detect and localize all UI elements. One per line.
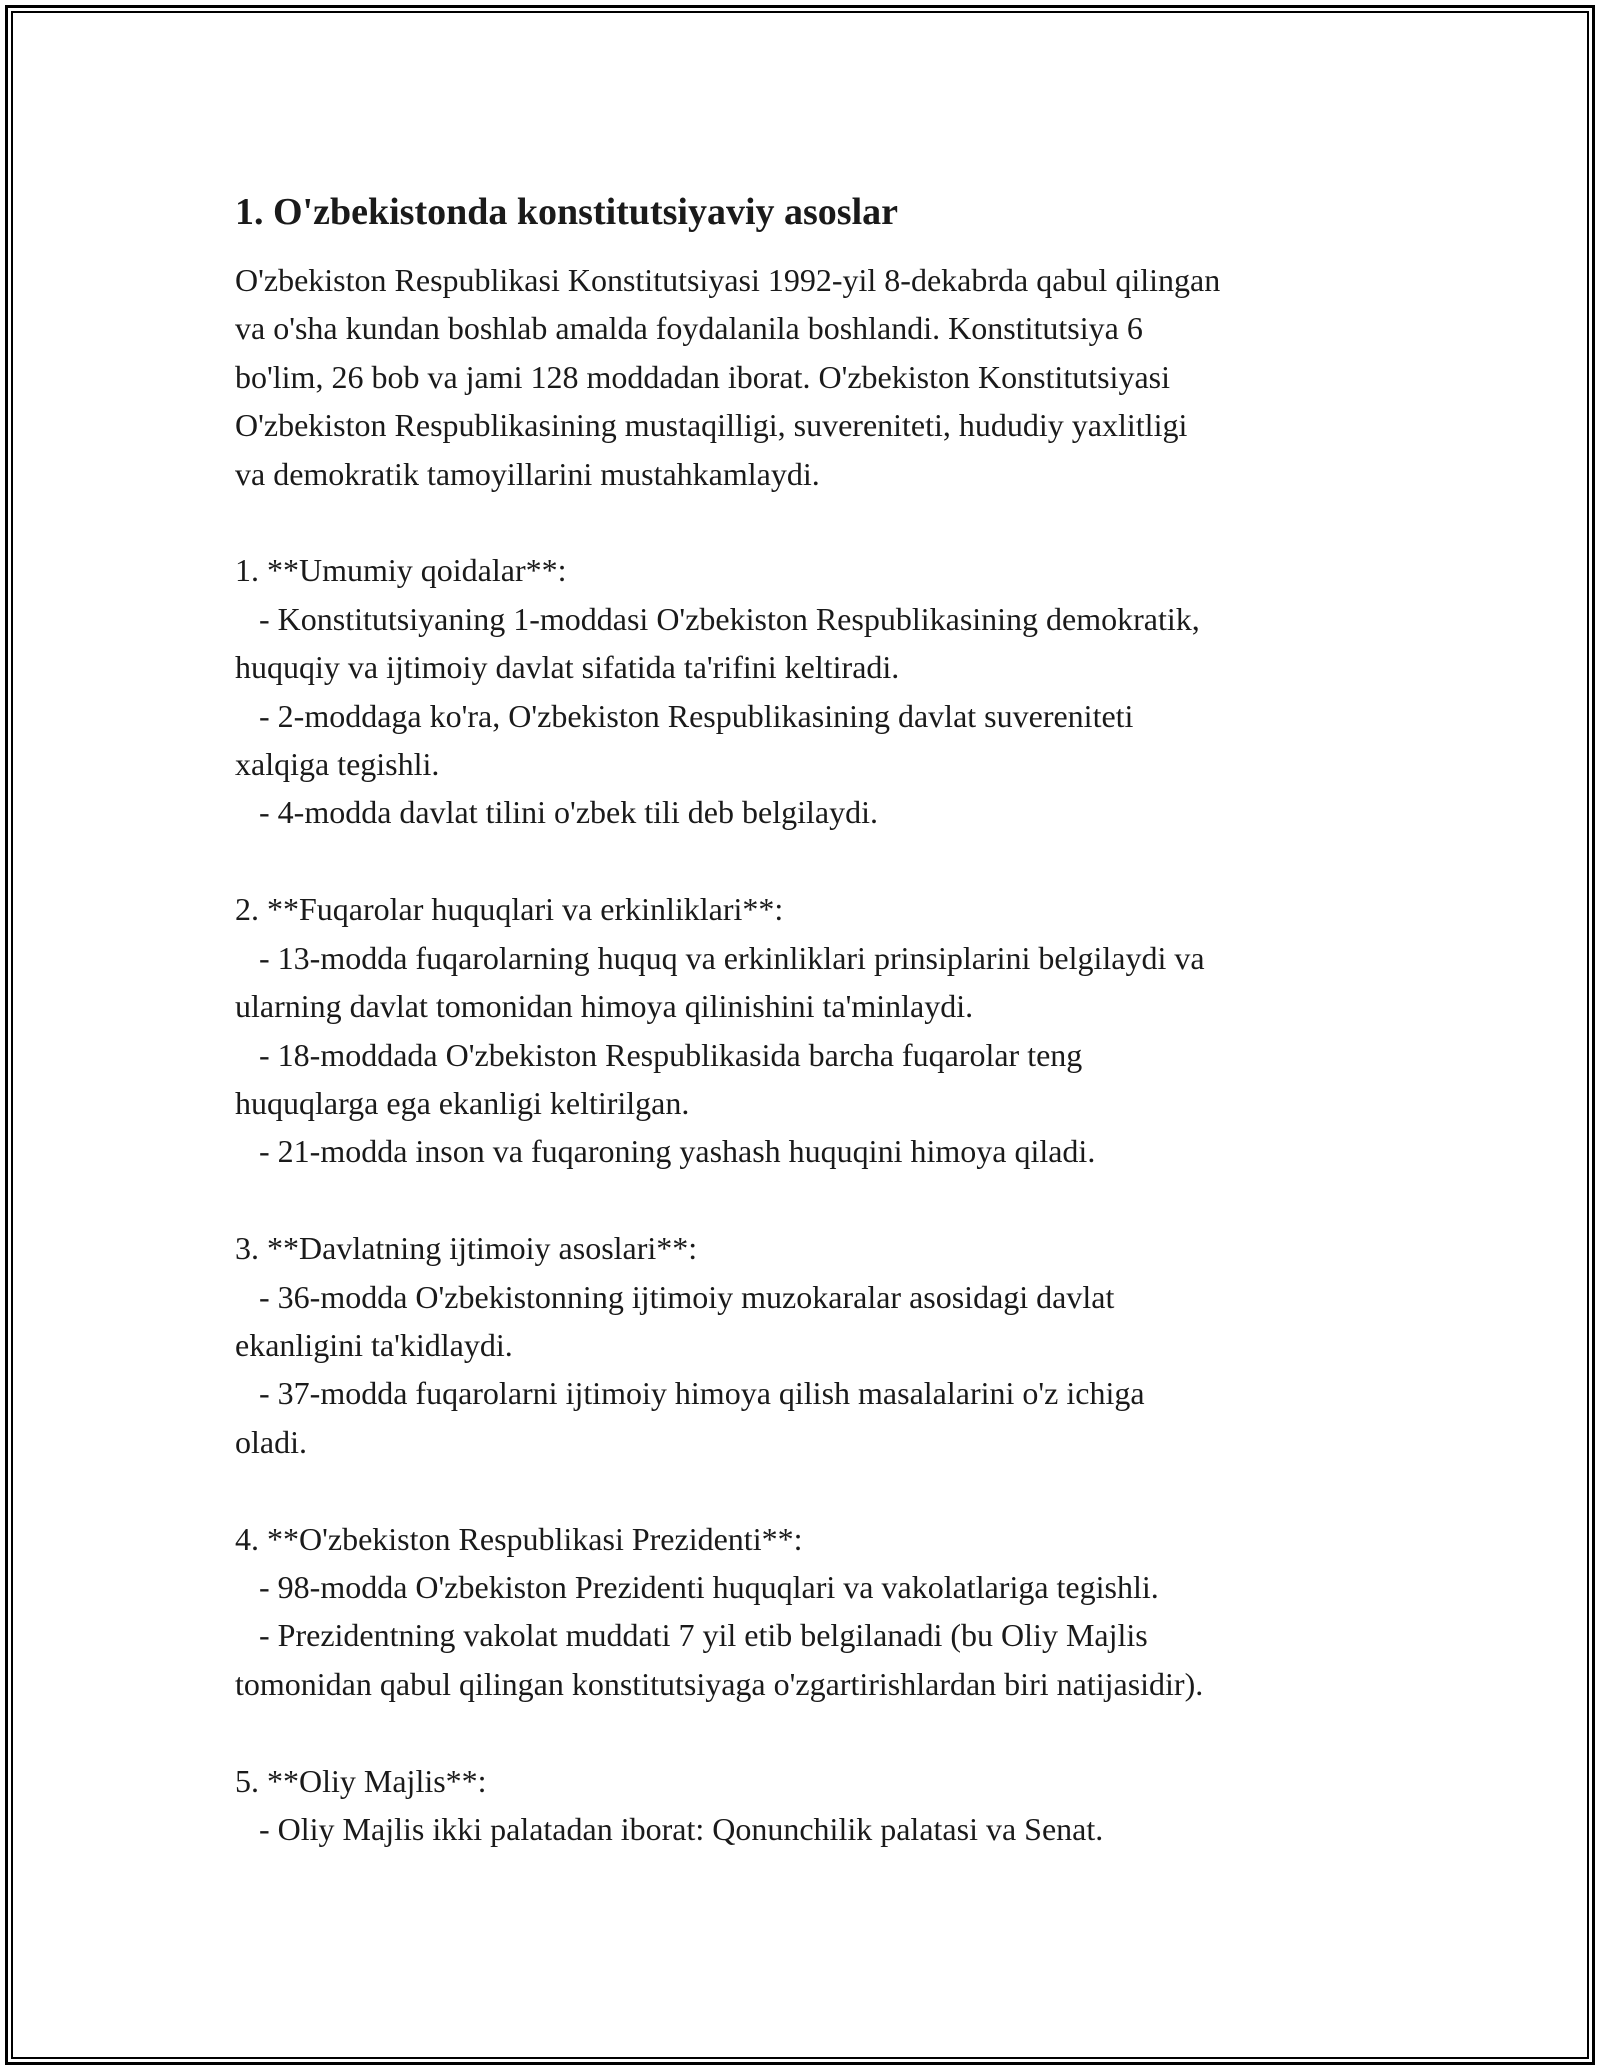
document-body: O'zbekiston Respublikasi Konstitutsiyasi 1992-yil 8-dekabrda qabul qilingan va o'sha kundan boshlab amalda foydalanila boshlandi. Konstitutsiya 6 bo'lim, 26 bob va jami 128 moddadan iborat. O'zbekiston Konstitutsiyasi O'zbekiston Respublikasining mustaqilligi, suvereniteti, hududiy yaxlitligi va demokratik tamoyillarini mustahkamlaydi. 1. **Umumiy qoidalar**: - Konstitutsiyaning 1-moddasi O'zbekiston Respublikasining demokratik, huquqiy va ijtimoiy davlat sifatida ta'rifini keltiradi. - 2-moddaga ko'ra, O'zbekiston Respublikasining davlat suvereniteti xalqiga tegishli. - 4-modda davlat tilini o'zbek tili deb belgilaydi. 2. **Fuqarolar huquqlari va erkinliklari**: - 13-modda fuqarolarning huquq va erkinliklari prinsiplarini belgilaydi va ularning davlat tomonidan himoya qilinishini ta'minlaydi. - 18-moddada O'zbekiston Respublikasida barcha fuqarolar teng huquqlarga ega ekanligi keltirilgan. - 21-modda inson va fuqaroning yashash huquqini himoya qiladi. 3. **Davlatning ijtimoiy asoslari**: - 36-modda O'zbekistonning ijtimoiy muzokaralar asosidagi davlat ekanligini ta'kidlaydi. - 37-modda fuqarolarni ijtimoiy himoya qilish masalalarini o'z ichiga oladi. 4. **O'zbekiston Respublikasi Prezidenti**: - 98-modda O'zbekiston Prezidenti huquqlari va vakolatlariga tegishli. - Prezidentning vakolat muddati 7 yil etib belgilanadi (bu Oliy Majlis tomonidan qabul qilingan konstitutsiyaga o'zgartirishlardan biri natijasidir). 5. **Oliy Majlis**: - Oliy Majlis ikki palatadan iborat: Qonunchilik palatasi va Senat.	[235, 262, 1221, 1847]
document-title: 1. O'zbekistonda konstitutsiyaviy asoslar	[235, 191, 898, 233]
document-content	[235, 185, 1395, 1853]
